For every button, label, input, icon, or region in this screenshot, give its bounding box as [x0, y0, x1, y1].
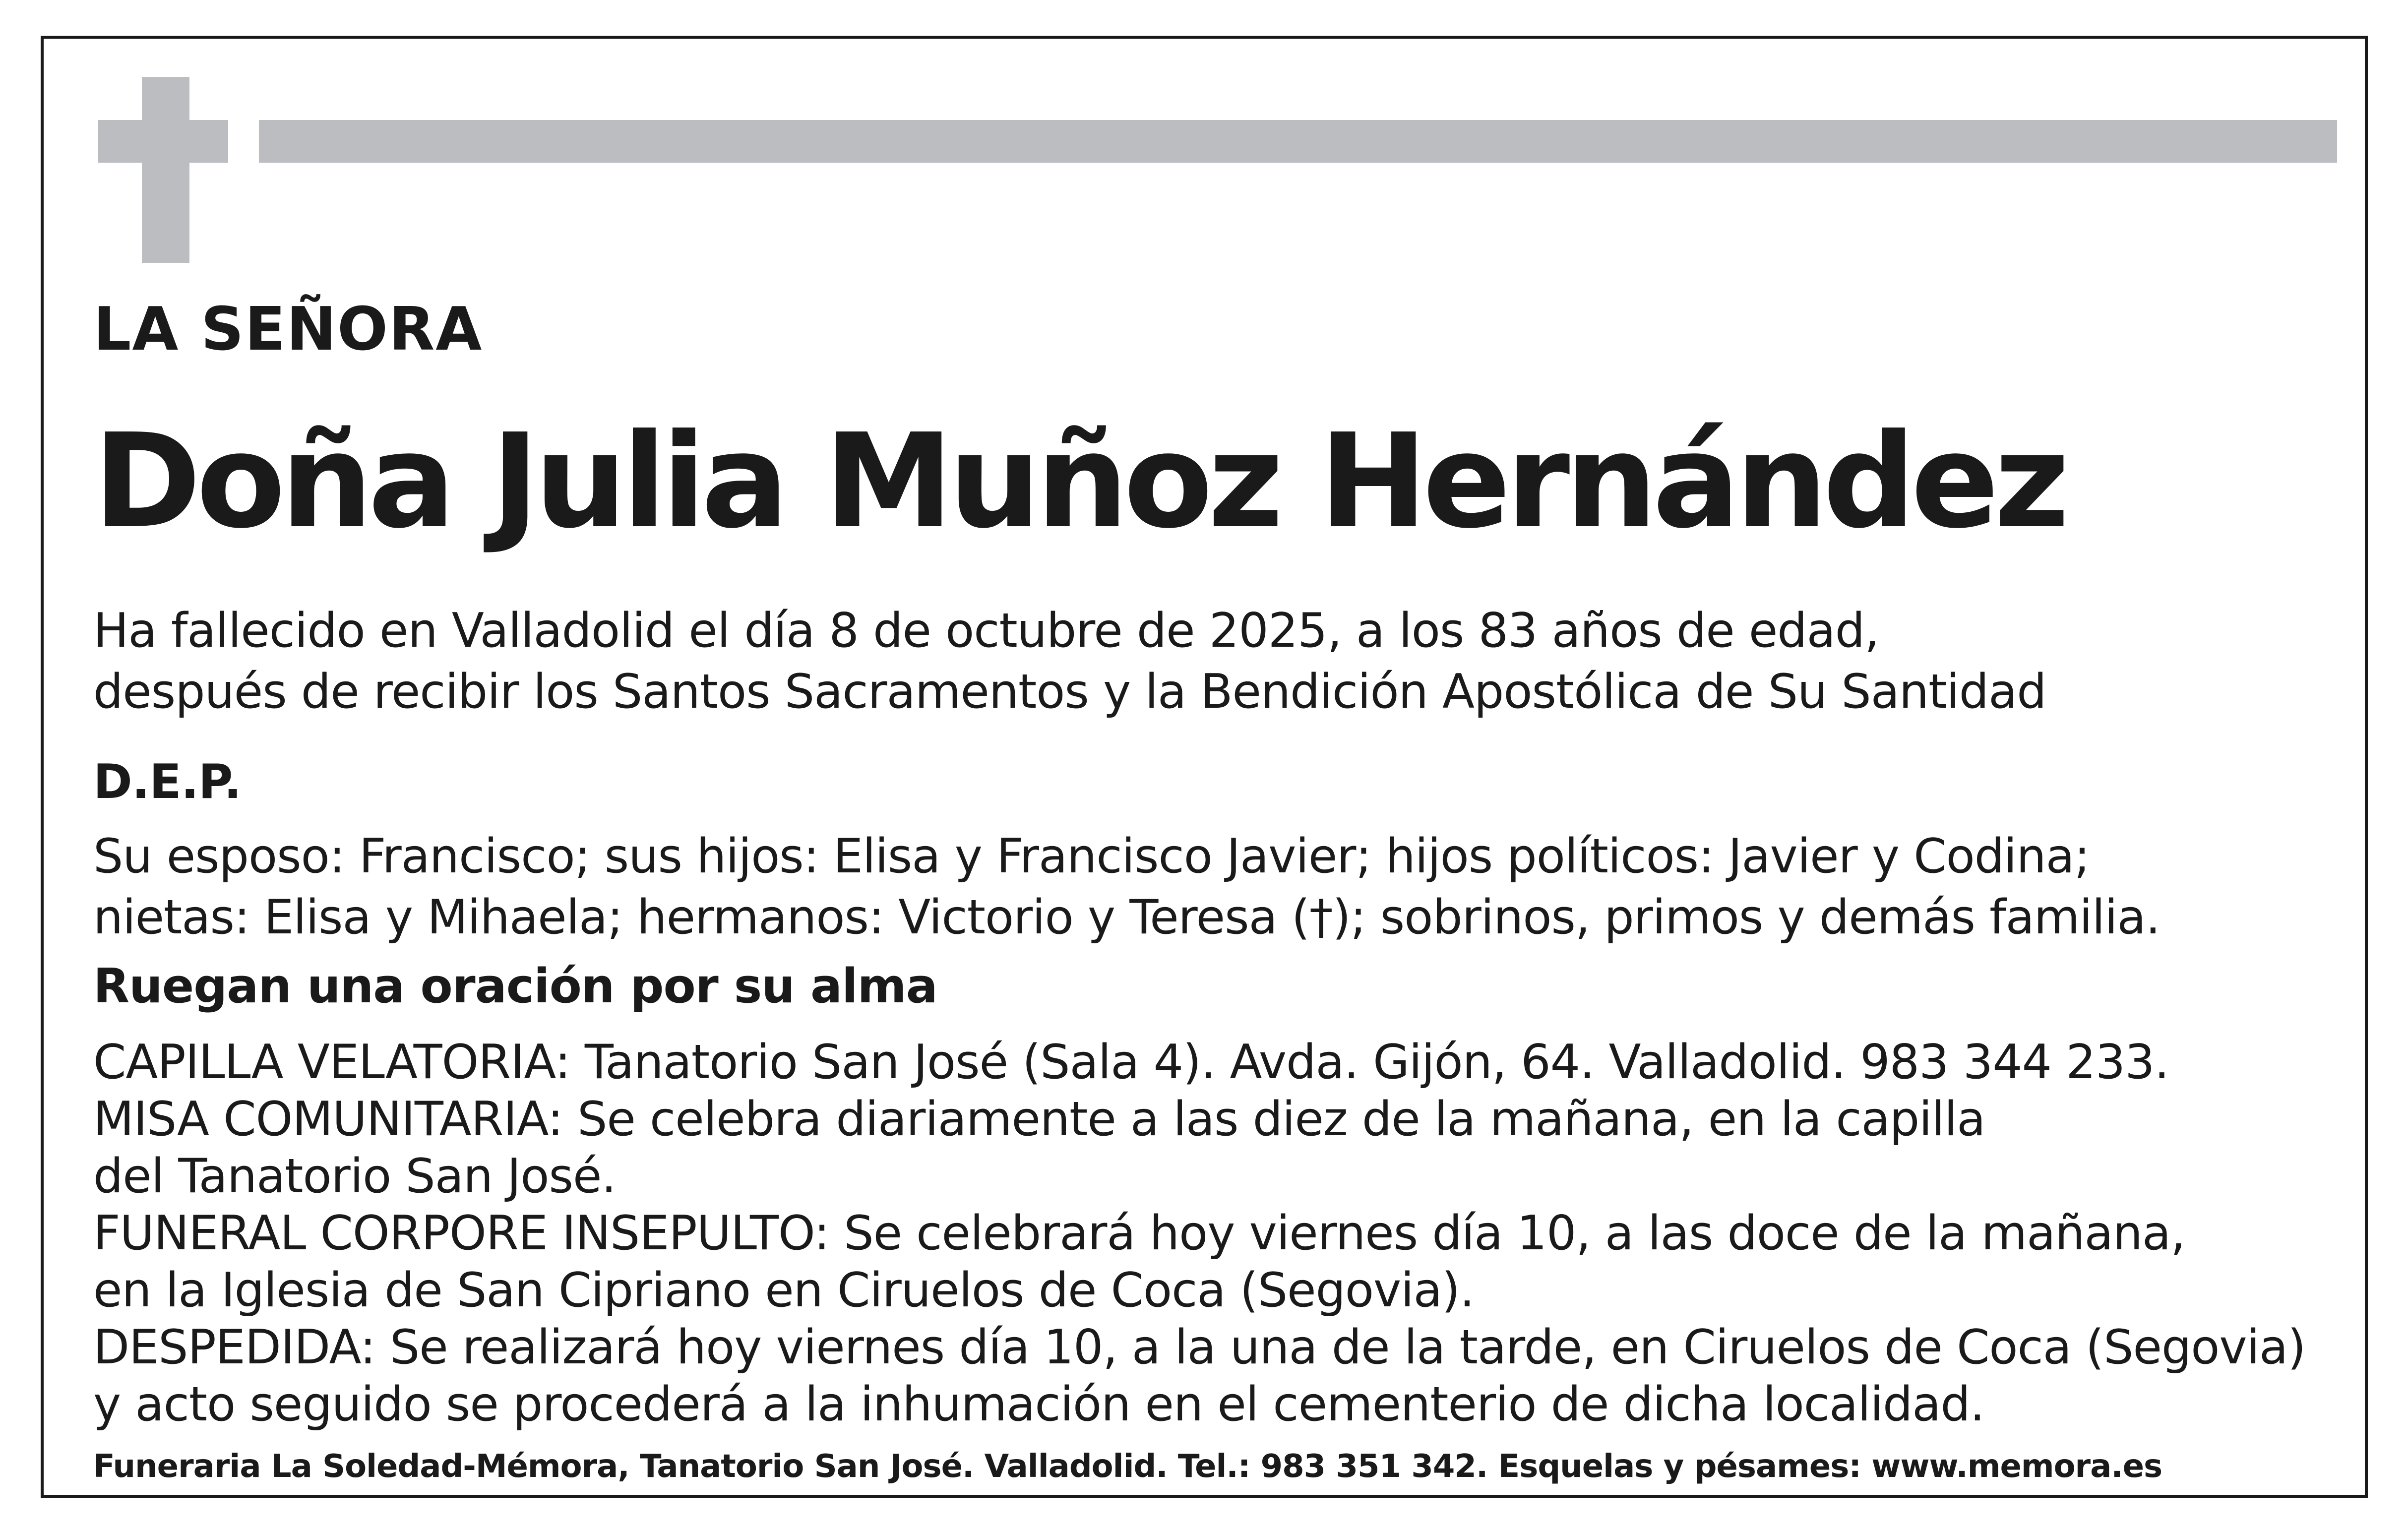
header-rule [259, 120, 2337, 163]
details-line-2: MISA COMUNITARIA: Se celebra diariamente a las diez de la mañana, en la capilla [93, 1092, 1985, 1147]
funeral-home-footer: Funeraria La Soledad-Mémora, Tanatorio San José. Valladolid. Tel.: 983 351 342. Esquelas y pésames: www.memora.es [93, 1448, 2162, 1485]
cross-horizontal-bar [98, 120, 228, 163]
details-line-6: DESPEDIDA: Se realizará hoy viernes día 10, a la una de la tarde, en Ciruelos de Coca (Segovia) [93, 1320, 2306, 1375]
salutation: LA SEÑORA [93, 295, 483, 364]
details-line-7: y acto seguido se procederá a la inhumación en el cementerio de dicha localidad. [93, 1377, 1985, 1432]
announcement-line-1: Ha fallecido en Valladolid el día 8 de octubre de 2025, a los 83 años de edad, [93, 604, 1879, 658]
details-line-1: CAPILLA VELATORIA: Tanatorio San José (Sala 4). Avda. Gijón, 64. Valladolid. 983 344 233. [93, 1035, 2169, 1090]
deceased-name: Doña Julia Muñoz Hernández [93, 406, 2065, 557]
family-line-2: nietas: Elisa y Mihaela; hermanos: Victorio y Teresa (†); sobrinos, primos y demás familia. [93, 890, 2160, 945]
cross-vertical-bar [142, 77, 189, 263]
dep-text: D.E.P. [93, 755, 242, 809]
details-line-5: en la Iglesia de San Cipriano en Ciruelos de Coca (Segovia). [93, 1263, 1475, 1318]
prayer-request: Ruegan una oración por su alma [93, 959, 937, 1014]
family-line-1: Su esposo: Francisco; sus hijos: Elisa y Francisco Javier; hijos políticos: Javier y Codina; [93, 829, 2090, 884]
announcement-line-2: después de recibir los Santos Sacramentos y la Bendición Apostólica de Su Santidad [93, 665, 2046, 719]
details-line-4: FUNERAL CORPORE INSEPULTO: Se celebrará hoy viernes día 10, a las doce de la mañana, [93, 1206, 2185, 1261]
details-line-3: del Tanatorio San José. [93, 1149, 616, 1204]
